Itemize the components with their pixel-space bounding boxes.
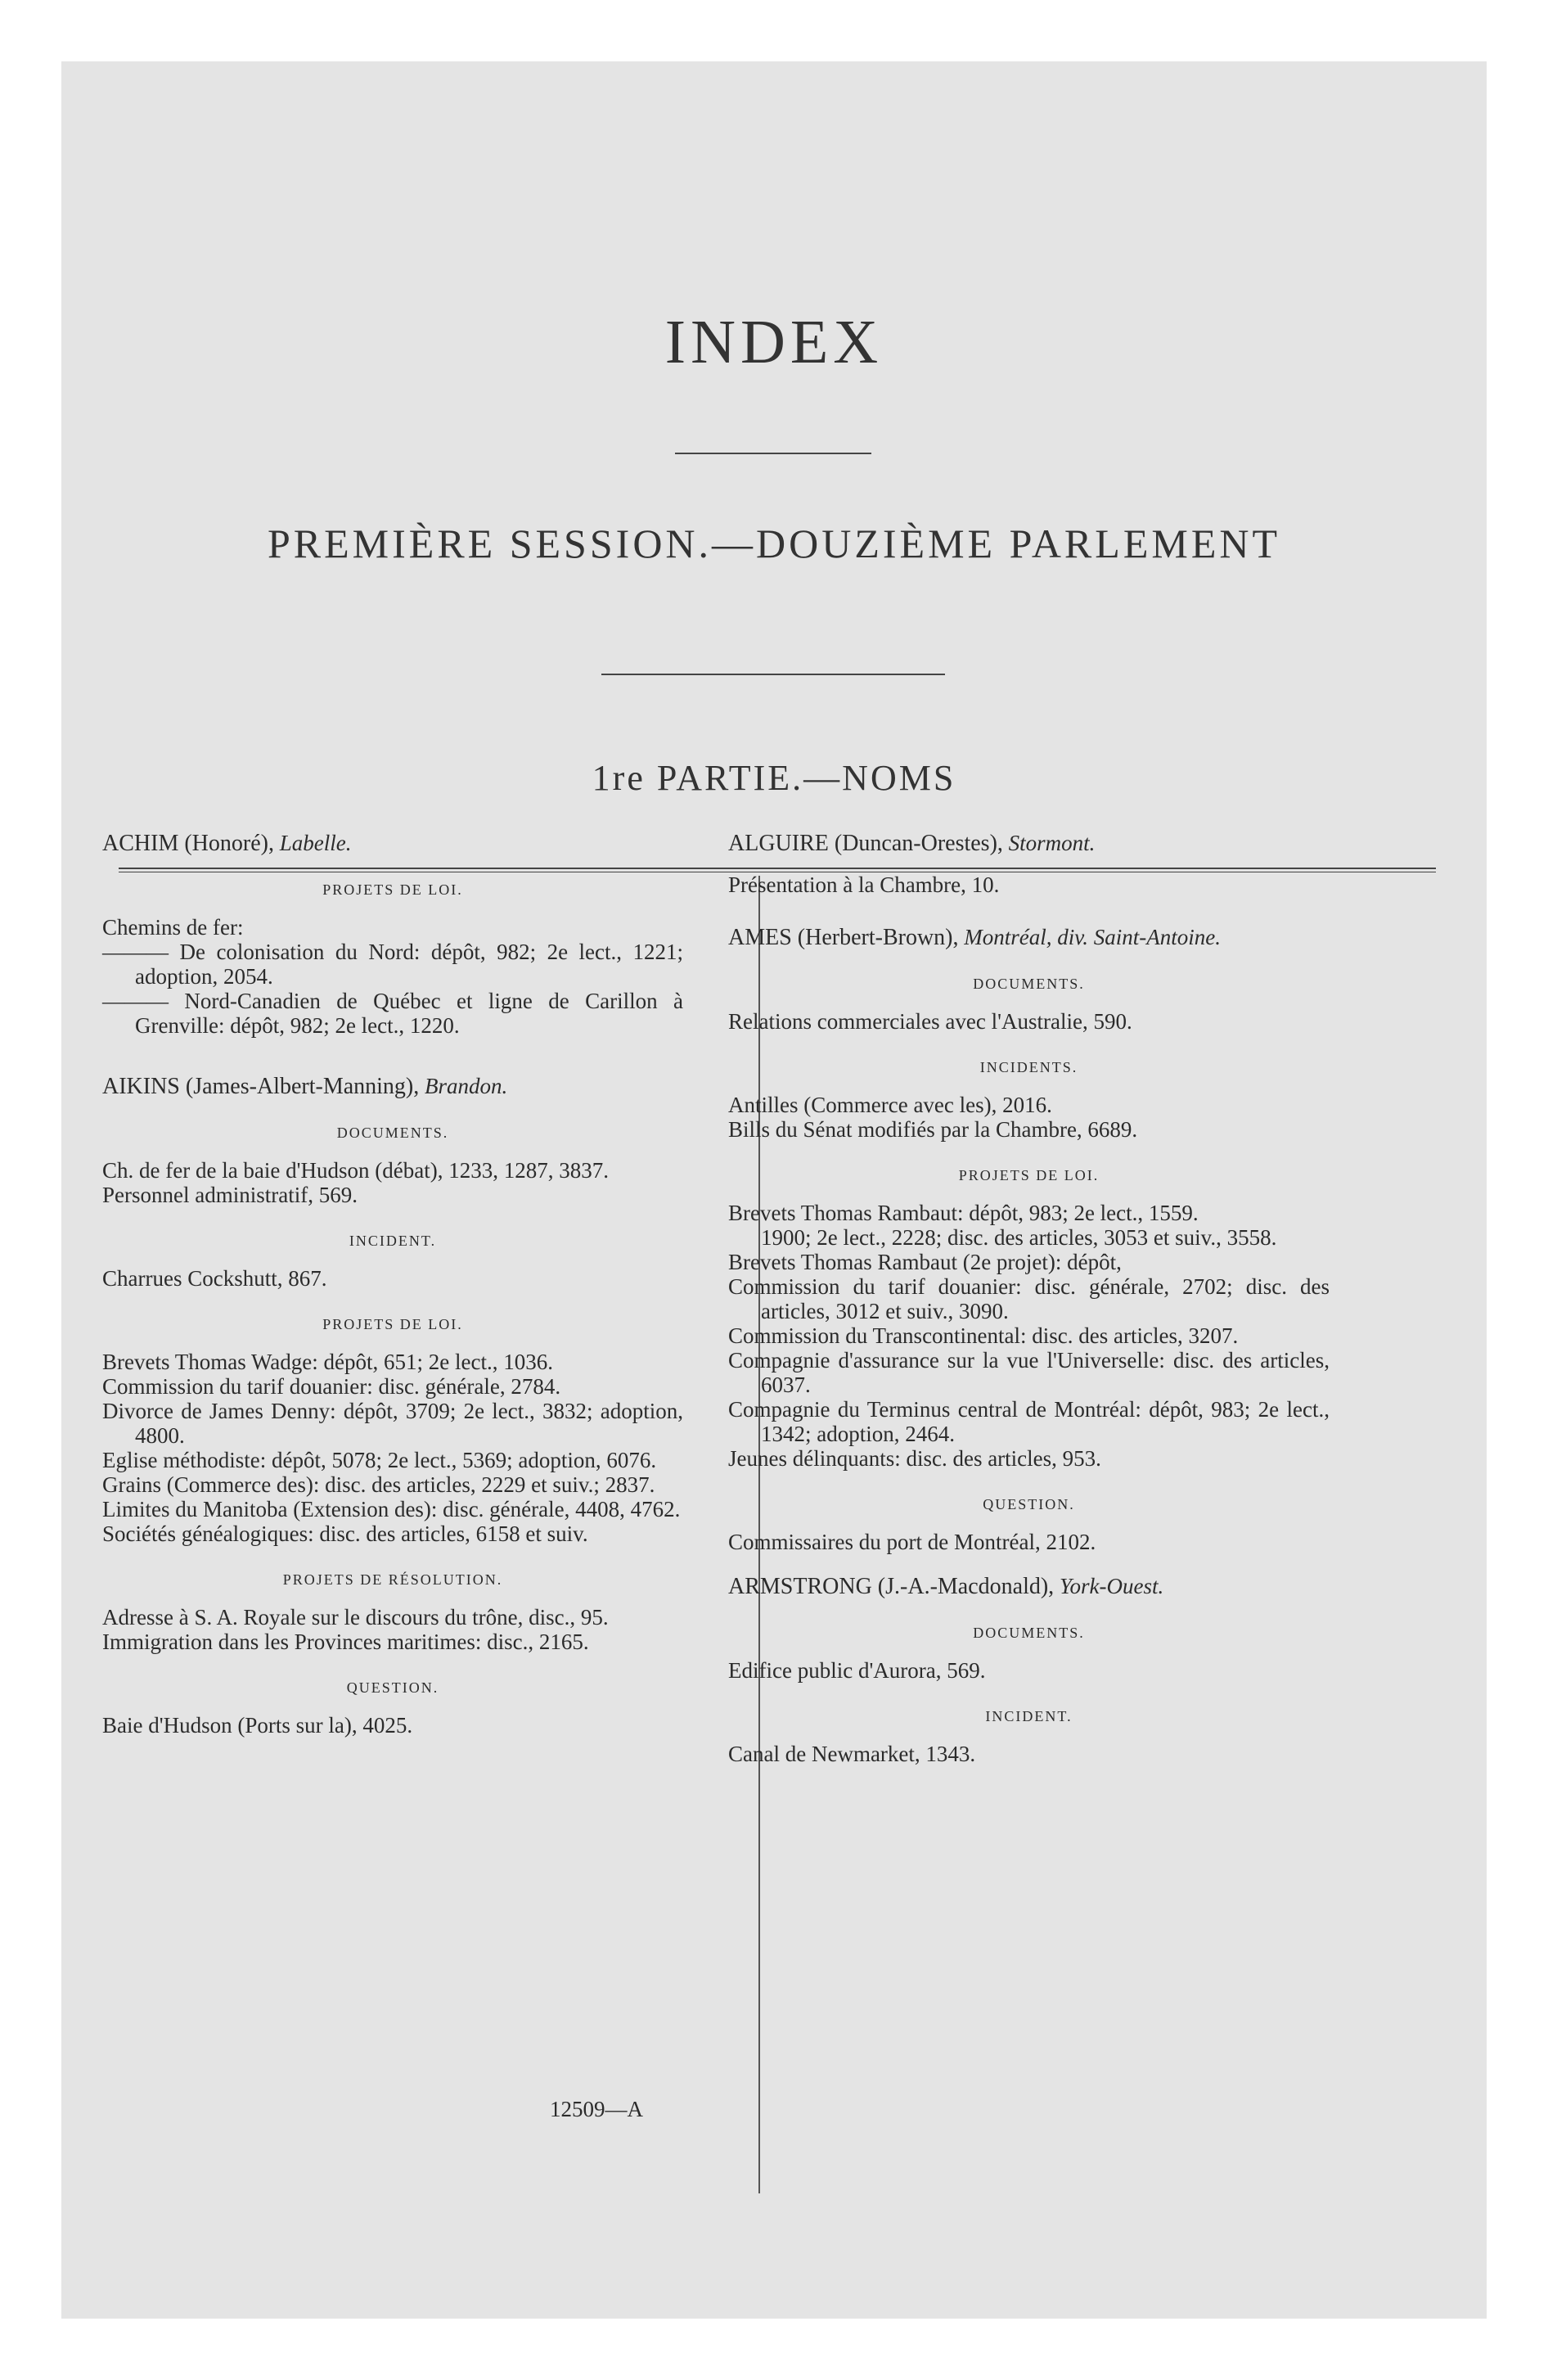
index-item: 1900; 2e lect., 2228; disc. des articles, 3053 et suiv., 3558. (761, 1225, 1277, 1250)
index-item: Bills du Sénat modifiés par la Chambre, 6689. (728, 1117, 1138, 1142)
index-item: Brevets Thomas Rambaut: dépôt, 983; 2e lect., 1559. (728, 1201, 1199, 1225)
entry-name: AIKINS (James-Albert-Manning), (102, 1074, 420, 1099)
entry-place: Montréal, div. Saint-Antoine. (964, 925, 1221, 949)
index-item: Edifice public d'Aurora, 569. (728, 1658, 986, 1683)
session-heading: PREMIÈRE SESSION.—DOUZIÈME PARLEMENT (267, 521, 1281, 566)
session-rule (601, 674, 945, 675)
index-item: Immigration dans les Provinces maritimes: disc., 2165. (102, 1629, 589, 1654)
subheading: QUESTION. (983, 1496, 1075, 1512)
index-item: Canal de Newmarket, 1343. (728, 1742, 976, 1766)
entry-name: ALGUIRE (Duncan-Orestes), (728, 831, 1003, 856)
entry-place: York-Ouest. (1059, 1574, 1164, 1598)
index-item: Jeunes délinquants: disc. des articles, 953. (728, 1446, 1101, 1471)
index-item: Divorce de James Denny: dépôt, 3709; 2e lect., 3832; adoption, 4800. (102, 1399, 683, 1448)
index-item: Adresse à S. A. Royale sur le discours du trône, disc., 95. (102, 1605, 609, 1629)
subheading: DOCUMENTS. (973, 976, 1085, 992)
index-item: Brevets Thomas Wadge: dépôt, 651; 2e lect., 1036. (102, 1350, 553, 1374)
subheading: INCIDENTS. (979, 1059, 1078, 1075)
entry-name: AMES (Herbert-Brown), (728, 925, 959, 950)
index-item: Compagnie du Terminus central de Montréal: dépôt, 983; 2e lect., 1342; adoption, 2464. (728, 1397, 1330, 1446)
index-item: ——— Nord-Canadien de Québec et ligne de Carillon à Grenville: dépôt, 982; 2e lect., 1220. (102, 989, 683, 1038)
page-title: INDEX (664, 308, 884, 376)
index-item: Brevets Thomas Rambaut (2e projet): dépôt, (728, 1250, 1122, 1274)
index-item: Antilles (Commerce avec les), 2016. (728, 1093, 1052, 1117)
entry-ames (728, 925, 1330, 950)
subheading: PROJETS DE LOI. (322, 1316, 463, 1332)
index-item: Compagnie d'assurance sur la vue l'Universelle: disc. des articles, 6037. (728, 1348, 1330, 1397)
index-item: Baie d'Hudson (Ports sur la), 4025. (102, 1713, 413, 1738)
subheading: PROJETS DE LOI. (958, 1167, 1100, 1183)
index-item: Commissaires du port de Montréal, 2102. (728, 1530, 1096, 1554)
subheading: DOCUMENTS. (336, 1125, 449, 1141)
entry-aikins (102, 1074, 683, 1099)
subheading: INCIDENT. (985, 1708, 1073, 1724)
page-signature: 12509—A (550, 2097, 643, 2121)
entry-name: ARMSTRONG (J.-A.-Macdonald), (728, 1574, 1055, 1599)
subheading: PROJETS DE RÉSOLUTION. (282, 1571, 503, 1588)
index-item: Commission du Transcontinental: disc. des articles, 3207. (728, 1323, 1239, 1348)
title-rule (675, 453, 871, 454)
index-item: Eglise méthodiste: dépôt, 5078; 2e lect., 5369; adoption, 6076. (102, 1448, 657, 1472)
entry-place: Stormont. (1008, 831, 1096, 855)
index-item: Commission du tarif douanier: disc. générale, 2702; disc. des articles, 3012 et suiv., 3090. (728, 1274, 1330, 1323)
subheading: INCIDENT. (349, 1233, 437, 1249)
entry-place: Labelle. (279, 831, 352, 855)
index-item: Chemins de fer: (102, 915, 244, 940)
index-item: Grains (Commerce des): disc. des articles, 2229 et suiv.; 2837. (102, 1472, 655, 1497)
entry-armstrong (728, 1574, 1330, 1599)
partie-heading: 1re PARTIE.—NOMS (592, 758, 956, 798)
index-item: Charrues Cockshutt, 867. (102, 1266, 327, 1291)
entry-name: ACHIM (Honoré), (102, 831, 274, 856)
index-item: ——— De colonisation du Nord: dépôt, 982; 2e lect., 1221; adoption, 2054. (102, 940, 683, 989)
left-column (102, 831, 683, 1738)
index-item: Sociétés généalogiques: disc. des articles, 6158 et suiv. (102, 1521, 588, 1546)
subheading: QUESTION. (346, 1679, 439, 1696)
index-item: Ch. de fer de la baie d'Hudson (débat), 1233, 1287, 3837. (102, 1158, 609, 1183)
subheading: PROJETS DE LOI. (322, 881, 463, 898)
entry-achim (102, 831, 683, 856)
index-item: Limites du Manitoba (Extension des): disc. générale, 4408, 4762. (102, 1497, 681, 1521)
subheading: DOCUMENTS. (973, 1625, 1085, 1641)
index-item: Relations commerciales avec l'Australie, 590. (728, 1009, 1132, 1034)
right-column (728, 831, 1330, 1766)
index-item: Présentation à la Chambre, 10. (728, 872, 1000, 897)
index-item: Personnel administratif, 569. (102, 1183, 358, 1207)
entry-alguire (728, 831, 1330, 856)
entry-place: Brandon. (425, 1074, 508, 1098)
index-item: Commission du tarif douanier: disc. générale, 2784. (102, 1374, 561, 1399)
